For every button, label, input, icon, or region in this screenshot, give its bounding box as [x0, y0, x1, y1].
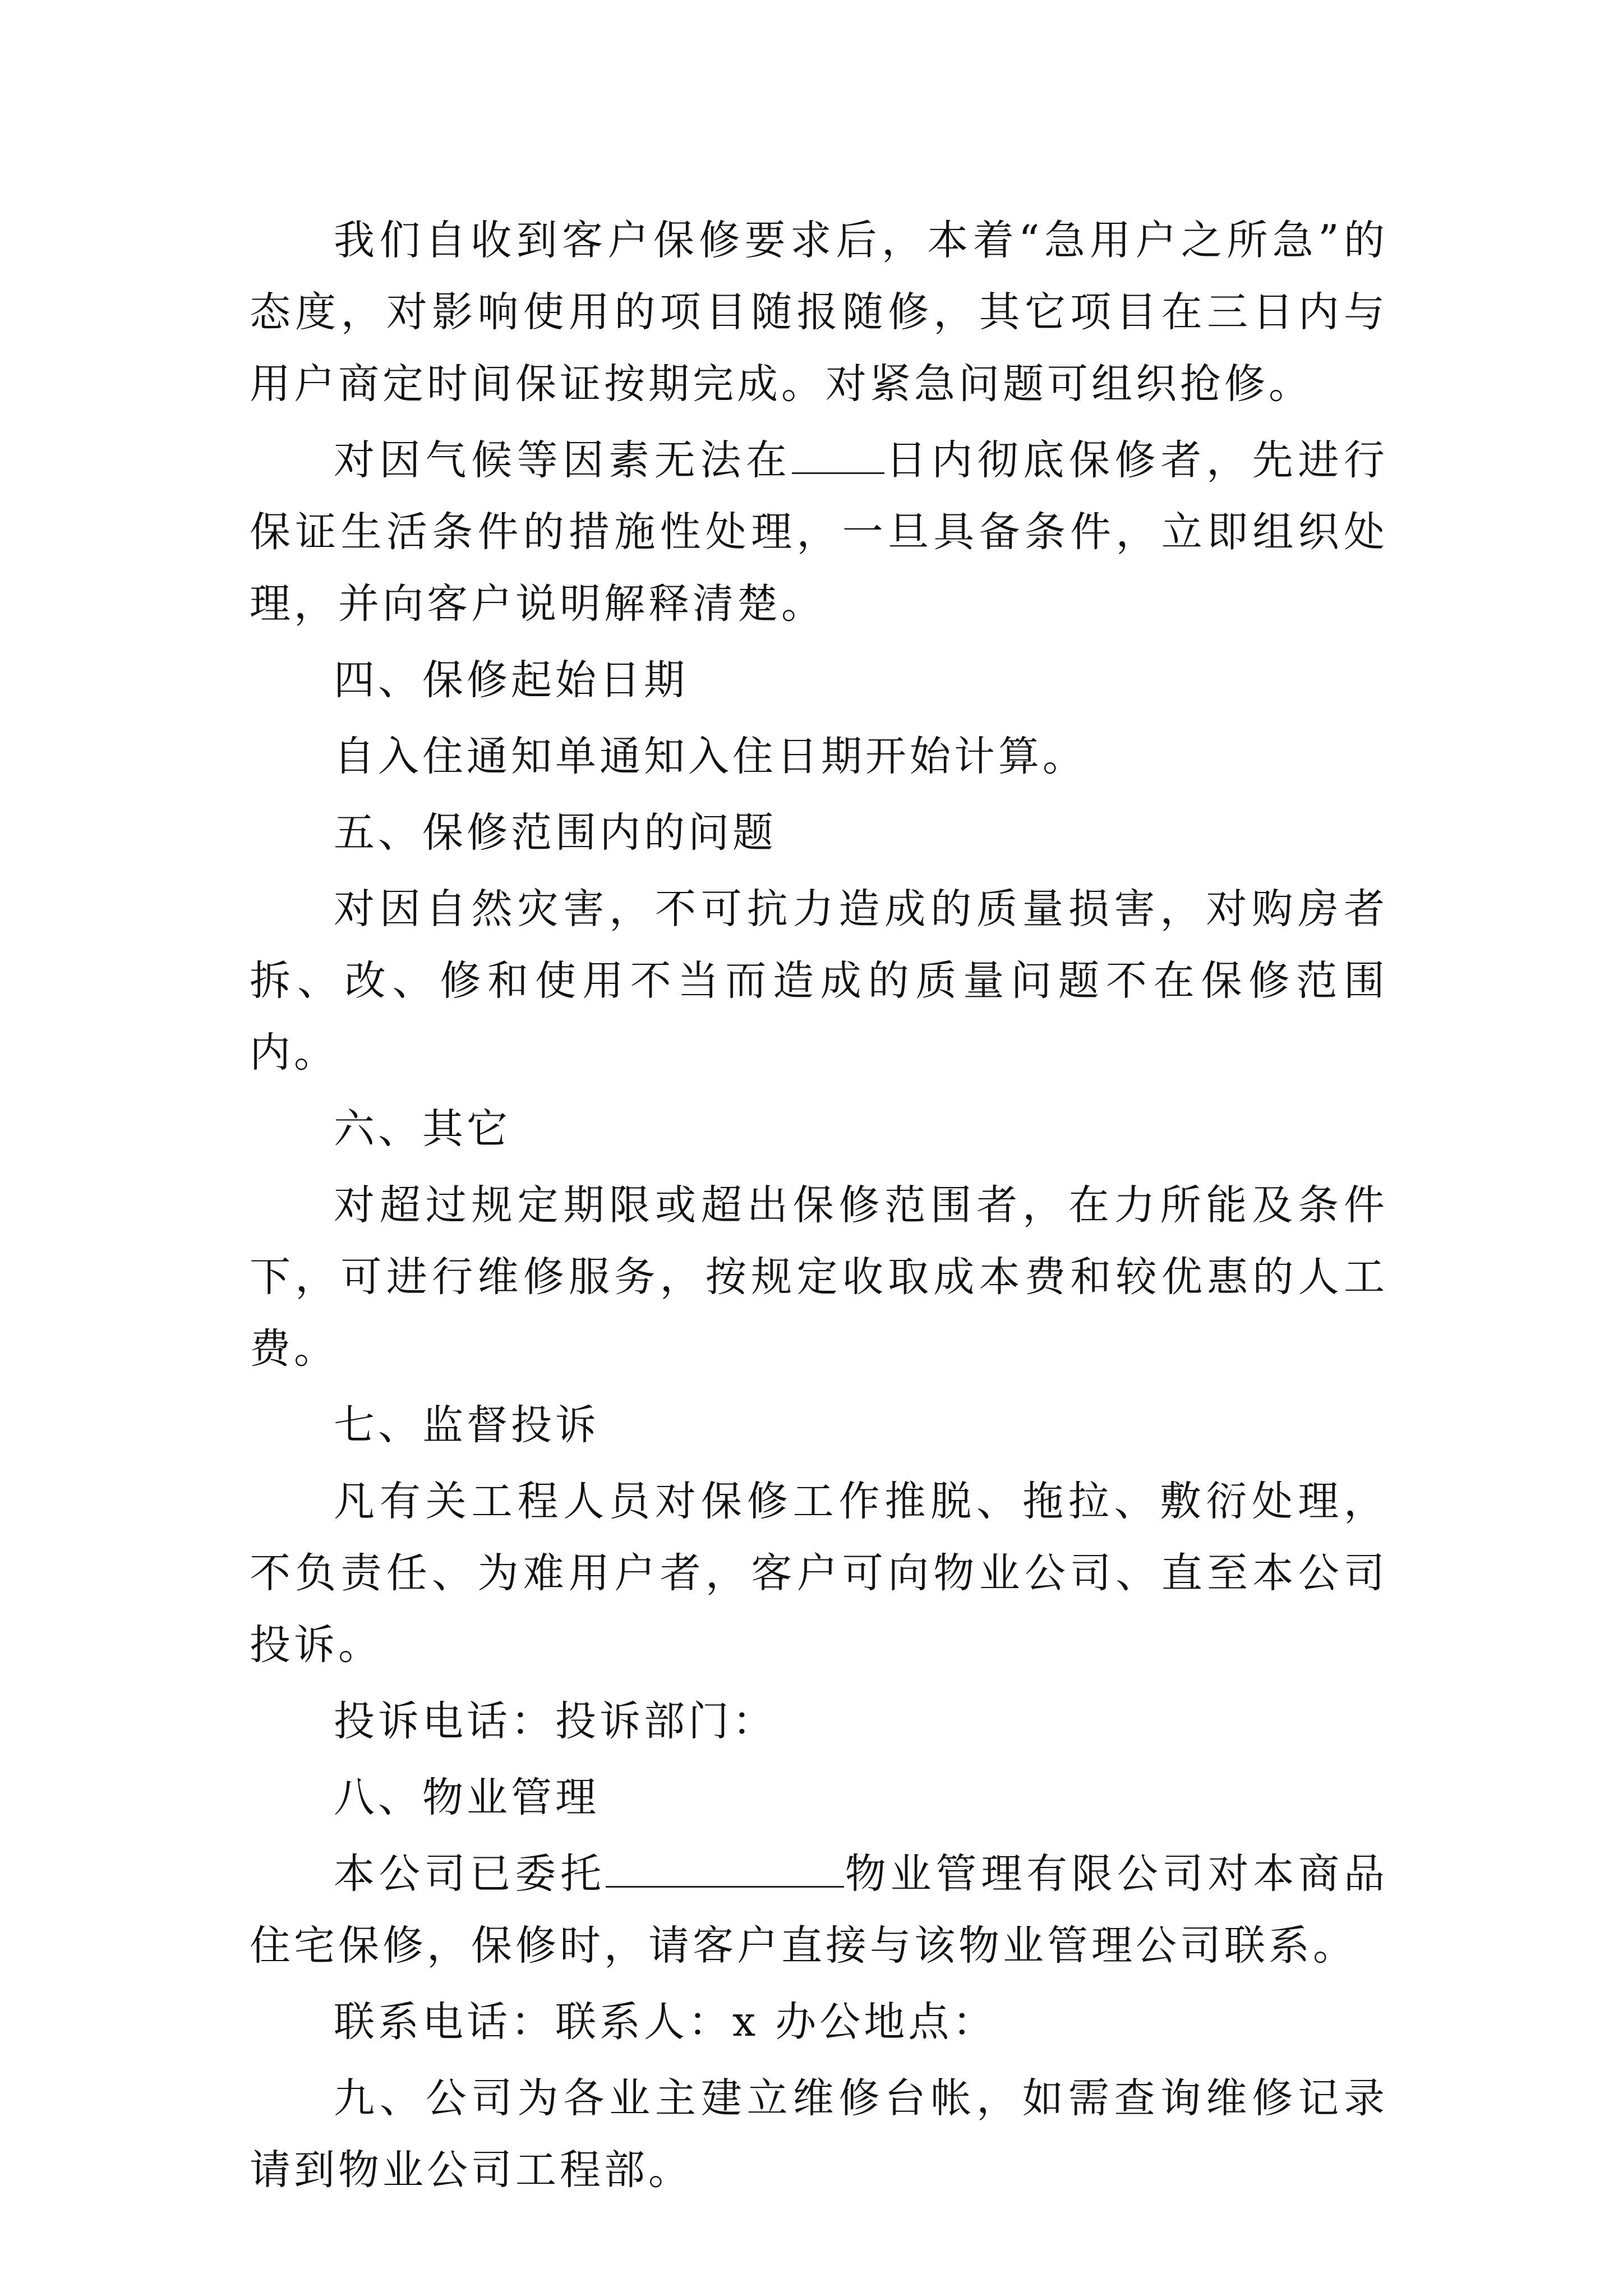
paragraph-property-management — [250, 1838, 1388, 1982]
section-heading-other: 六、其它 — [334, 1105, 511, 1153]
paragraph-scope: 对因自然灾害，不可抗力造成的质量损害，对购房者拆、改、修和使用不当而造成的质量问题不在保修范围内。 — [250, 885, 1388, 1076]
company-name-blank-line — [606, 1847, 844, 1888]
paragraph-weather-delay-start: 对因气候等因素无法在 — [334, 436, 792, 484]
section-heading-property-management: 八、物业管理 — [334, 1774, 600, 1821]
paragraph-repair-response: 我们自收到客户保修要求后，本着“急用户之所急”的态度，对影响使用的项目随报随修，其它项目在三日内与用户商定时间保证按期完成。对紧急问题可组织抢修。 — [250, 217, 1388, 408]
paragraph-property-management-start: 本公司已委托 — [334, 1850, 606, 1898]
property-contact-line: 联系电话：联系人：x 办公地点： — [334, 1998, 997, 2046]
paragraph-start-date: 自入住通知单通知入住日期开始计算。 — [334, 733, 1087, 780]
paragraph-weather-delay — [250, 425, 1388, 640]
complaint-contact-line: 投诉电话：投诉部门： — [334, 1697, 777, 1745]
paragraph-complaints: 凡有关工程人员对保修工作推脱、拖拉、敷衍处理，不负责任、为难用户者，客户可向物业公司、直至本公司投诉。 — [250, 1478, 1388, 1669]
section-heading-start-date: 四、保修起始日期 — [334, 656, 688, 704]
paragraph-repair-ledger: 九、公司为各业主建立维修台帐，如需查询维修记录请到物业公司工程部。 — [250, 2074, 1388, 2194]
paragraph-other: 对超过规定期限或超出保修范围者，在力所能及条件下，可进行维修服务，按规定收取成本费和较优惠的人工费。 — [250, 1181, 1388, 1373]
paragraph-weather-delay-end: 日内彻底保修者，先进行保证生活条件的措施性处理，一旦具备条件，立即组织处理，并向客户说明解释清楚。 — [250, 436, 1389, 628]
days-blank-line — [792, 433, 884, 474]
section-heading-scope: 五、保修范围内的问题 — [334, 809, 777, 857]
document-body — [250, 205, 1388, 2211]
paragraph-property-management-end: 物业管理有限公司对本商品住宅保修，保修时，请客户直接与该物业管理公司联系。 — [250, 1850, 1388, 1970]
section-heading-complaints: 七、监督投诉 — [334, 1401, 600, 1449]
